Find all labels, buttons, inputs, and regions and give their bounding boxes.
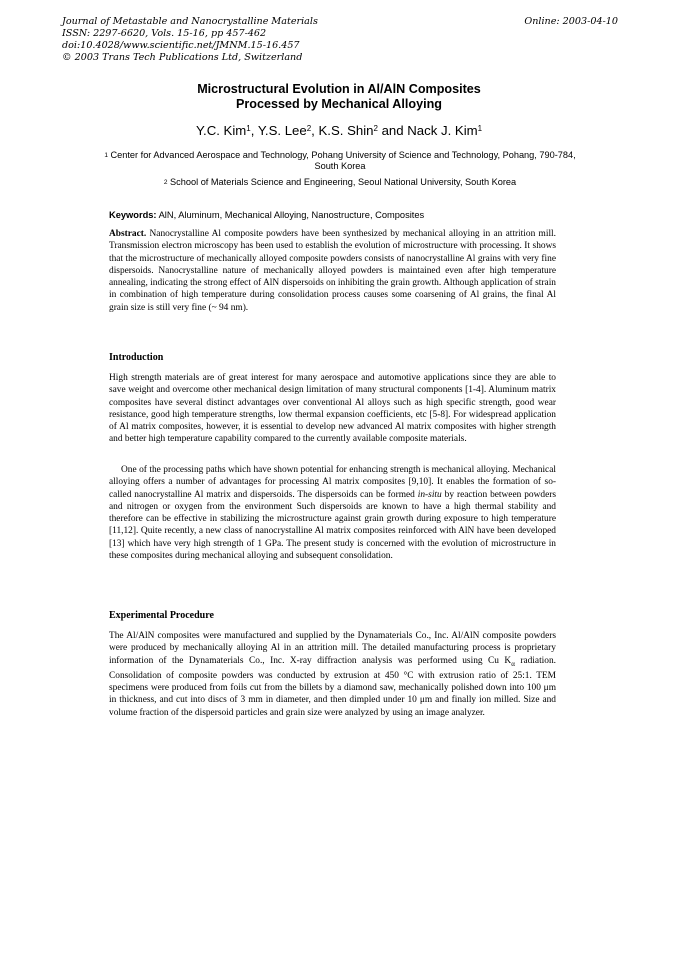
journal-info [62, 16, 318, 64]
journal-doi: doi:10.4028/www.scientific.net/JMNM.15-16.457 [62, 40, 300, 51]
journal-issn: ISSN: 2297-6620, Vols. 15-16, pp 457-462 [62, 28, 267, 39]
journal-copyright: © 2003 Trans Tech Publications Ltd, Switzerland [62, 52, 303, 63]
intro-p2-text-a: One of the processing paths which have shown potential for enhancing strength is mechanical alloying. Mechanical alloying offers a number of advantages for processing Al matrix composites [9,10]. It enables the formation of so-called nanocrystalline Al matrix and dispersoids. The dispersoids can be formed [109, 465, 556, 500]
author-separator: , [250, 123, 258, 138]
abstract-text: Nanocrystalline Al composite powders have been synthesized by mechanical alloying in an attrition mill. Transmission electron microscopy has been used to establish the evolution of microstructure with processing. It shows that the microstructure of mechanically alloyed composite powders consists of nanocrystalline Al grains with very fine dispersoids. Nanocrystalline nature of mechanically alloyed powders is maintained even after high temperature annealing, indicating the strong effect of AlN dispersoids on inhibiting the grain growth. Although application of strain in combination of high temperature during consolidation process causes some coarsening of Al grains, the final Al grain size is still very fine (~ 94 nm). [109, 229, 557, 313]
introduction-heading: Introduction [109, 352, 164, 363]
journal-name: Journal of Metastable and Nanocrystalline Materials [62, 16, 318, 27]
author-name: Nack J. Kim [407, 123, 478, 138]
abstract-label: Abstract. [109, 229, 147, 239]
author-affiliation-mark: 2 [373, 124, 378, 133]
intro-p2-emphasis: in-situ [417, 489, 442, 500]
author-name: K.S. Shin [318, 123, 374, 138]
experimental-heading: Experimental Procedure [109, 610, 214, 621]
author-list [0, 123, 678, 139]
author-name: Y.S. Lee [257, 123, 307, 138]
title-line-2: Processed by Mechanical Alloying [235, 97, 442, 111]
keywords-label: Keywords: [109, 210, 157, 220]
author-affiliation-mark: 2 [306, 124, 312, 133]
keywords-text: AlN, Aluminum, Mechanical Alloying, Nanostructure, Composites [158, 210, 425, 220]
author-separator: , [311, 123, 319, 138]
affiliation-mark: 2 [163, 179, 168, 186]
exp-p1-subscript: α [511, 659, 515, 668]
exp-p1-text-a: The Al/AlN composites were manufactured and supplied by the Dynamaterials Co., Inc. Al/AlN composite powders were produced by mechanically alloying Al in an attrition mill. The detailed manufacturing process is proprietary information of the Dynamaterials Co., Inc. X-ray diffraction analysis was performed using Cu K [109, 631, 556, 666]
intro-p2-text-b: by reaction between powders and nitrogen or oxygen from the environment Such dispersoids are known to have a high thermal stability and therefore can be effective in stabilizing the microstructure against grain growth during exposure to high temperature [11,12]. Quite recently, a new class of nanocrystalline Al matrix composites reinforced with AlN have been developed [13] which have very high strength of 1 GPa. The present study is concerned with the evolution of microstructure in these composites during mechanical alloying and subsequent consolidation. [109, 489, 557, 561]
introduction-paragraph-2 [109, 464, 556, 562]
author-affiliation-mark: 1 [477, 124, 483, 133]
author-name: Y.C. Kim [195, 123, 247, 138]
author-separator: and [377, 123, 408, 138]
experimental-paragraph-1 [109, 630, 556, 719]
affiliation-mark: 1 [104, 152, 108, 159]
online-date: Online: 2003-04-10 [524, 16, 618, 27]
abstract-paragraph [109, 228, 556, 314]
keywords [109, 209, 579, 221]
author-affiliation-mark: 1 [246, 124, 251, 133]
affiliation-2 [100, 177, 580, 188]
affiliation-1 [100, 150, 580, 172]
exp-p1-text-b: radiation. Consolidation of composite powders was conducted by extrusion at 450 °C with extrusion ratio of 25:1. TEM specimens were produced from foils cut from the billets by a diamond saw, mechanically polished down into 100 μm in thickness, and cut into discs of 3 mm in diameter, and then dimpled under 10 μm and finally ion milled. Size and volume fraction of the dispersoid particles and grain size were analyzed by using an image analyzer. [109, 655, 556, 718]
affiliation-text: Center for Advanced Aerospace and Technology, Pohang University of Science and Technology, Pohang, 790-784, South Korea [110, 150, 576, 171]
paper-title [0, 82, 678, 112]
introduction-paragraph-1: High strength materials are of great interest for many aerospace and automotive applications since they are able to save weight and overcome other mechanical design limitation of many structural components [1-4]. Aluminum matrix composites have several distinct advantages over conventional Al alloys such as high specific strength, good wear resistance, good high temperature strengths, low thermal expansion coefficients, etc [5-8]. For widespread application of Al matrix composites, however, it is essential to develop new advanced Al matrix composites with higher strength and better high temperature capability compared to the currently available composite materials. [109, 373, 556, 445]
title-line-1: Microstructural Evolution in Al/AlN Composites [197, 82, 481, 96]
affiliation-text: School of Materials Science and Engineering, Seoul National University, South Korea [170, 177, 517, 187]
